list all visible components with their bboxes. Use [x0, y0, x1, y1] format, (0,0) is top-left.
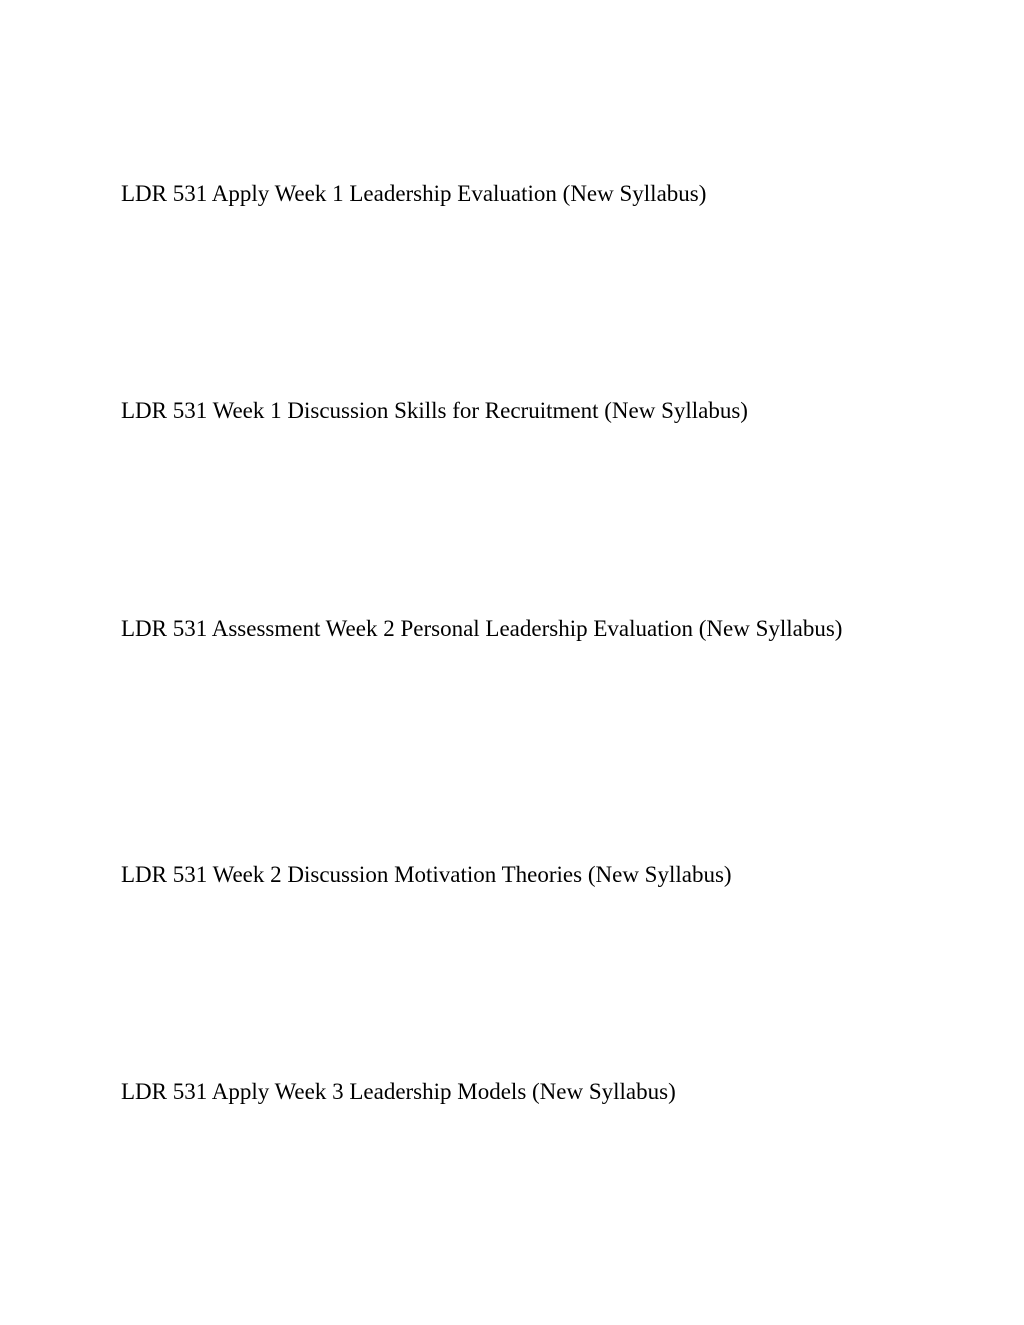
course-item-title: LDR 531 Apply Week 1 Leadership Evaluation (New Syllabus): [121, 181, 707, 206]
course-item-title: LDR 531 Week 1 Discussion Skills for Recruitment (New Syllabus): [121, 398, 748, 423]
course-item-title: LDR 531 Week 2 Discussion Motivation Theories (New Syllabus): [121, 862, 732, 887]
course-item-title: LDR 531 Apply Week 3 Leadership Models (New Syllabus): [121, 1079, 676, 1104]
course-item-title: LDR 531 Assessment Week 2 Personal Leadership Evaluation (New Syllabus): [121, 616, 843, 641]
